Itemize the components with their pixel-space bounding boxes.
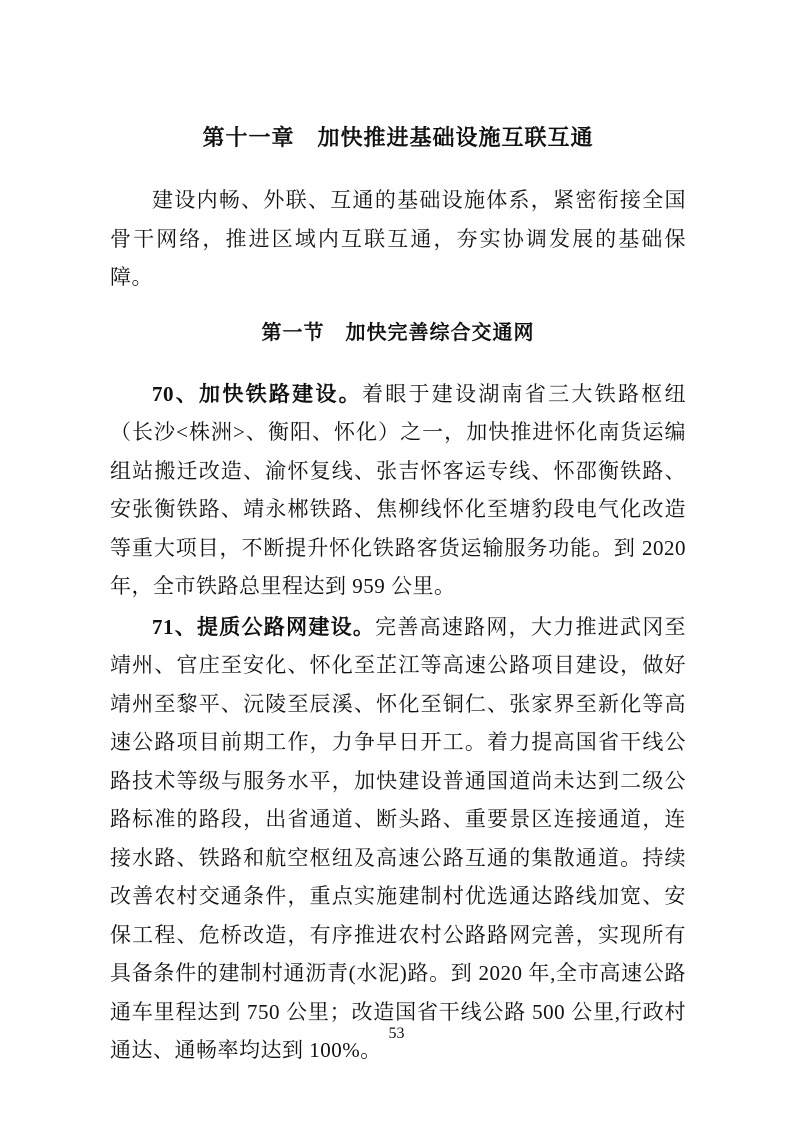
item-70-paragraph xyxy=(110,375,686,606)
item-71-paragraph xyxy=(110,608,686,1070)
item-71-heading: 71、提质公路网建设。 xyxy=(152,614,376,639)
section-title: 第一节 加快完善综合交通网 xyxy=(261,319,535,344)
item-70-body: 着眼于建设湖南省三大铁路枢纽（长沙<株洲>、衡阳、怀化）之一，加快推进怀化南货运编组站搬迁改造、渝怀复线、张吉怀客运专线、怀邵衡铁路、安张衡铁路、靖永郴铁路、焦柳线怀化至塘豹段电气化改造等重大项目，不断提升怀化铁路客货运输服务功能。到 2020 年，全市铁路总里程达到 959 公里。 xyxy=(110,381,687,598)
item-70-heading: 70、加快铁路建设。 xyxy=(152,381,362,406)
page-number: 53 xyxy=(388,1025,405,1042)
chapter-title: 第十一章 加快推进基础设施互联互通 xyxy=(202,126,594,151)
page-content xyxy=(110,0,686,1070)
item-71-body: 完善高速路网，大力推进武冈至靖州、官庄至安化、怀化至芷江等高速公路项目建设，做好靖州至黎平、沅陵至辰溪、怀化至铜仁、张家界至新化等高速公路项目前期工作，力争早日开工。着力提高国省干线公路技术等级与服务水平，加快建设普通国道尚未达到二级公路标准的路段，出省通道、断头路、重要景区连接通道，连接水路、铁路和航空枢纽及高速公路互通的集散通道。持续改善农村交通条件，重点实施建制村优选通达路线加宽、安保工程、危桥改造，有序推进农村公路路网完善，实现所有具备条件的建制村通沥青(水泥)路。到 2020 年,全市高速公路通车里程达到 750 公里；改造国省干线公路 500 公里,行政村通达、通畅率均达到 100%。 xyxy=(110,614,686,1062)
intro-paragraph: 建设内畅、外联、互通的基础设施体系，紧密衔接全国骨干网络，推进区域内互联互通，夯实协调发展的基础保障。 xyxy=(110,188,686,289)
